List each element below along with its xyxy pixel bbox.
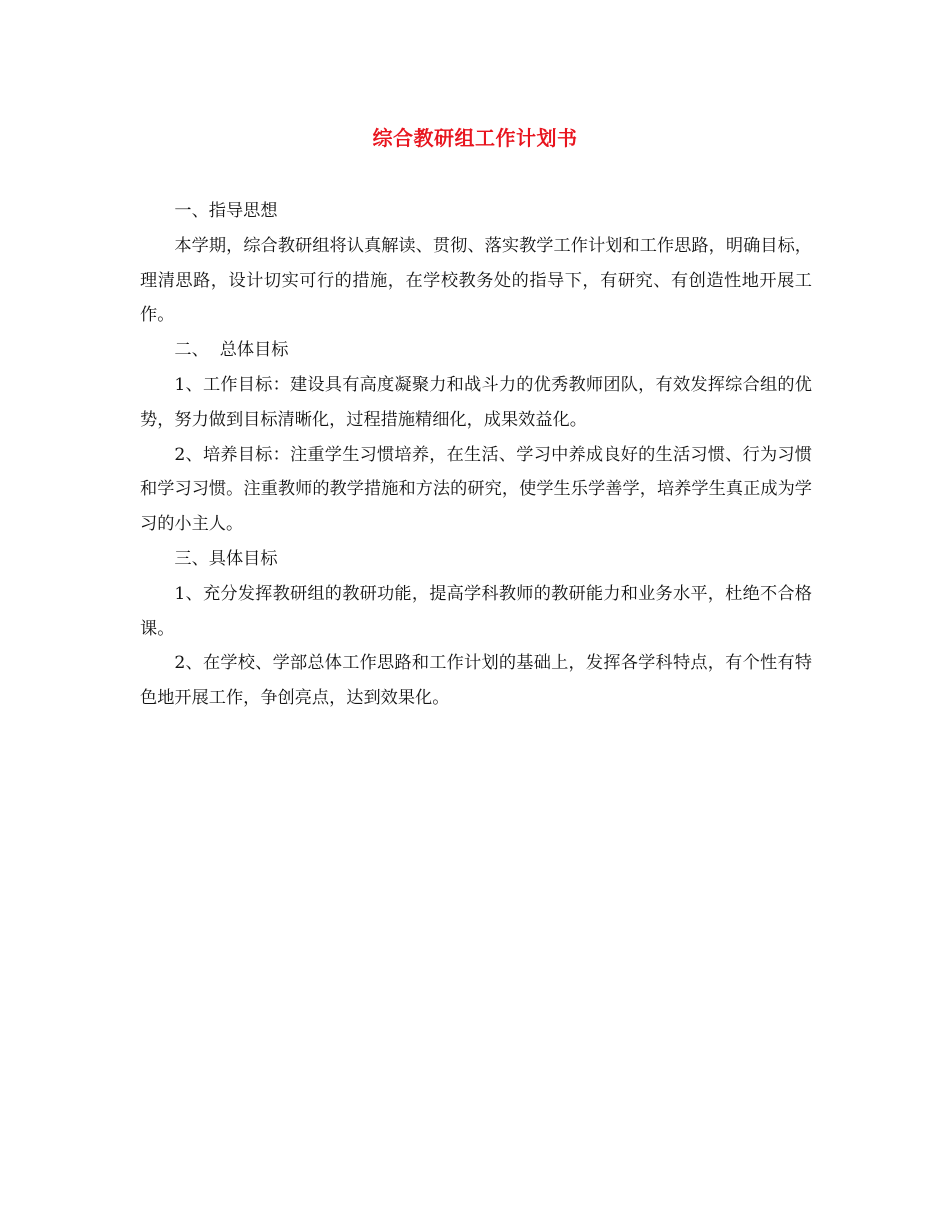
paragraph-training-goal: 2、培养目标：注重学生习惯培养，在生活、学习中养成良好的生活习惯、行为习惯和学习习惯。注重教师的教学措施和方法的研究，使学生乐学善学，培养学生真正成为学习的小主人。	[140, 444, 812, 535]
paragraph-guiding-ideology: 本学期，综合教研组将认真解读、贯彻、落实教学工作计划和工作思路，明确目标，理清思路，设计切实可行的措施，在学校教务处的指导下，有研究、有创造性地开展工作。	[140, 235, 812, 326]
paragraph-specific-goal-2: 2、在学校、学部总体工作思路和工作计划的基础上，发挥各学科特点，有个性有特色地开展工作，争创亮点，达到效果化。	[140, 653, 812, 709]
paragraph-work-goal: 1、工作目标：建设具有高度凝聚力和战斗力的优秀教师团队，有效发挥综合组的优势，努力做到目标清晰化，过程措施精细化，成果效益化。	[140, 374, 812, 430]
document-title: 综合教研组工作计划书	[372, 126, 578, 150]
section-heading-overall-goals: 二、 总体目标	[174, 340, 289, 361]
paragraph-specific-goal-1: 1、充分发挥教研组的教研功能，提高学科教师的教研能力和业务水平，杜绝不合格课。	[140, 583, 812, 639]
document-body	[140, 194, 812, 716]
section-heading-specific-goals: 三、具体目标	[174, 548, 278, 569]
section-heading-guiding-ideology: 一、指导思想	[174, 201, 278, 221]
